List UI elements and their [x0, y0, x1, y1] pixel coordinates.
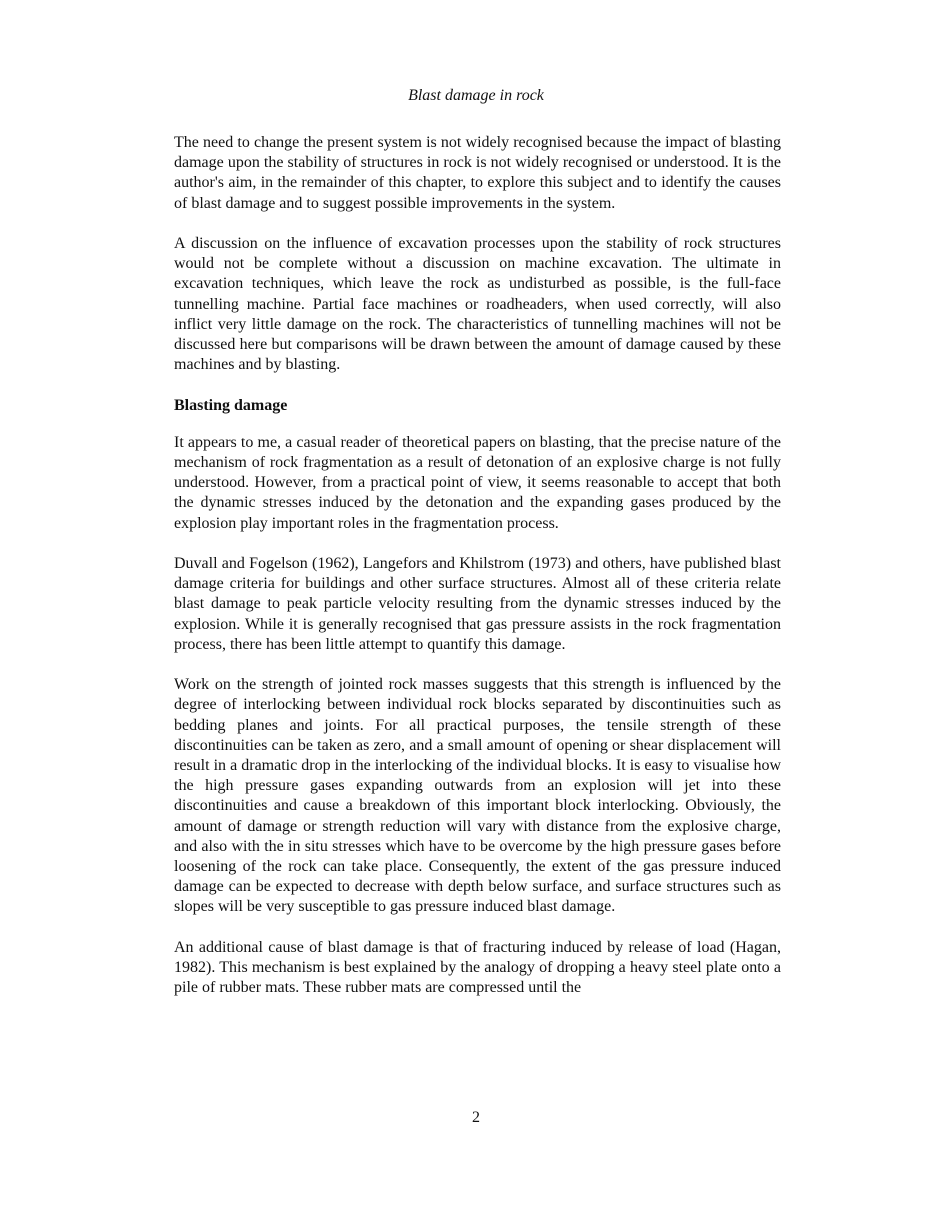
page-number: 2: [472, 1109, 480, 1126]
section-heading: Blasting damage: [174, 396, 288, 414]
paragraph: Duvall and Fogelson (1962), Langefors and Khilstrom (1973) and others, have published blast damage criteria for buildings and other surface structures. Almost all of these criteria relate blast damage to peak particle velocity resulting from the dynamic stresses induced by the explosion. While it is generally recognised that gas pressure assists in the rock fragmentation process, there has been little attempt to quantify this damage.: [174, 555, 781, 653]
paragraph: Work on the strength of jointed rock masses suggests that this strength is influenced by the degree of interlocking between individual rock blocks separated by discontinuities such as bedding planes and joints. For all practical purposes, the tensile strength of these discontinuities can be taken as zero, and a small amount of opening or shear displacement will result in a dramatic drop in the interlocking of the individual blocks. It is easy to visualise how the high pressure gases expanding outwards from an explosion will jet into these discontinuities and cause a breakdown of this important block interlocking. Obviously, the amount of damage or strength reduction will vary with distance from the explosive charge, and also with the in situ stresses which have to be overcome by the high pressure gases before loosening of the rock can take place. Consequently, the extent of the gas pressure induced damage can be expected to decrease with depth below surface, and surface structures such as slopes will be very susceptible to gas pressure induced blast damage.: [174, 676, 781, 916]
body-text: [174, 133, 781, 1019]
running-title: Blast damage in rock: [408, 87, 544, 104]
paragraph: An additional cause of blast damage is that of fracturing induced by release of load (Hagan, 1982). This mechanism is best explained by the analogy of dropping a heavy steel plate onto a pile of rubber mats. These rubber mats are compressed until the: [174, 938, 781, 997]
paragraph: It appears to me, a casual reader of theoretical papers on blasting, that the precise nature of the mechanism of rock fragmentation as a result of detonation of an explosive charge is not fully understood. However, from a practical point of view, it seems reasonable to accept that both the dynamic stresses induced by the detonation and the expanding gases produced by the explosion play important roles in the fragmentation process.: [174, 433, 781, 532]
paragraph: A discussion on the influence of excavation processes upon the stability of rock structures would not be complete without a discussion on machine excavation. The ultimate in excavation techniques, which leave the rock as undisturbed as possible, is the full-face tunnelling machine. Partial face machines or roadheaders, when used correctly, will also inflict very little damage on the rock. The characteristics of tunnelling machines will not be discussed here but comparisons will be drawn between the amount of damage caused by these machines and by blasting.: [174, 235, 781, 374]
paragraph: The need to change the present system is not widely recognised because the impact of blasting damage upon the stability of structures in rock is not widely recognised or understood. It is the author's aim, in the remainder of this chapter, to explore this subject and to identify the causes of blast damage and to suggest possible improvements in the system.: [174, 134, 781, 212]
